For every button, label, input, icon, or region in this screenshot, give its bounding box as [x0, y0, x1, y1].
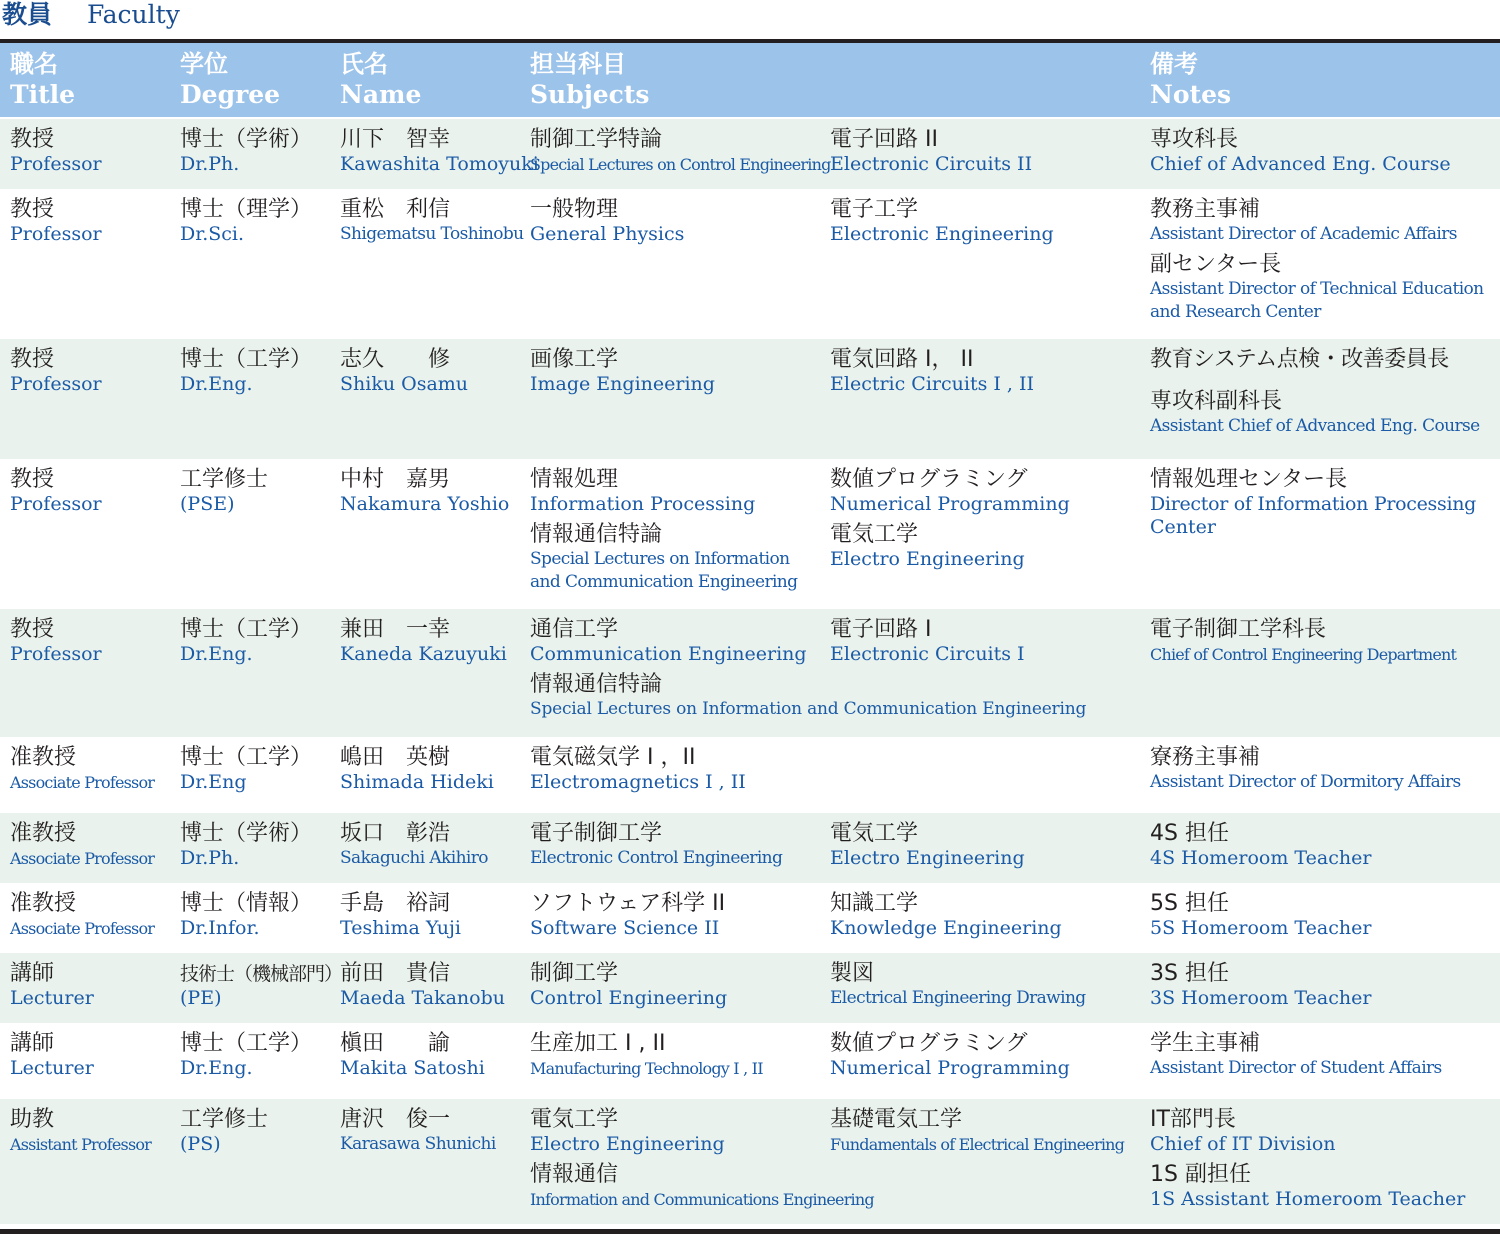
subject-en: Electro Engineering	[530, 1133, 725, 1155]
cell-subject-1	[530, 197, 830, 246]
subject-en: Information Processing	[530, 493, 756, 515]
degree-en: Dr.Eng.	[180, 1057, 253, 1079]
subject-ja: 電気工学	[830, 821, 919, 846]
name-ja: 重松 利信	[340, 197, 451, 222]
name-en: Karasawa Shunichi	[340, 1134, 496, 1154]
cell-subject-1	[530, 467, 830, 594]
notes-ja: 寮務主事補	[1150, 745, 1261, 770]
subject-ja: 数値プログラミング	[830, 1031, 1028, 1056]
cell-subject-1	[530, 1031, 830, 1080]
name-ja: 槇田 諭	[340, 1031, 451, 1056]
subject-en: Knowledge Engineering	[830, 917, 1062, 939]
table-row	[0, 339, 1500, 459]
cell-name	[340, 1031, 525, 1080]
table-row	[0, 813, 1500, 883]
degree-ja: 博士（学術）	[180, 821, 313, 846]
cell-degree	[180, 821, 335, 870]
subject-ja: 制御工学特論	[530, 127, 663, 152]
title-ja: 教授	[10, 467, 55, 492]
subject-ja: 情報通信特論	[530, 522, 663, 547]
title-en: Associate Professor	[10, 919, 155, 938]
header-title-ja: 職名	[10, 50, 58, 78]
page-heading	[0, 0, 1500, 43]
header-name-ja: 氏名	[340, 50, 388, 78]
cell-degree	[180, 127, 335, 176]
subject-ja: 電気磁気学 I ，II	[530, 745, 696, 770]
table-row	[0, 1023, 1500, 1099]
name-ja: 川下 智幸	[340, 127, 451, 152]
notes-ja: 4S 担任	[1150, 821, 1229, 846]
header-degree-ja: 学位	[180, 50, 228, 78]
title-ja: 准教授	[10, 891, 77, 916]
title-en: Professor	[10, 153, 102, 175]
subject-ja: 電子制御工学	[530, 821, 663, 846]
cell-subject-2	[830, 821, 1145, 870]
cell-subject-1	[530, 961, 830, 1010]
name-ja: 嶋田 英樹	[340, 745, 451, 770]
subject-ja: 情報処理	[530, 467, 619, 492]
degree-ja: 博士（情報）	[180, 891, 313, 916]
cell-degree	[180, 347, 335, 396]
cell-degree	[180, 961, 343, 1010]
cell-degree	[180, 1031, 335, 1080]
cell-notes	[1150, 1107, 1500, 1211]
notes-ja: 専攻科長	[1150, 127, 1239, 152]
notes-ja: 5S 担任	[1150, 891, 1229, 916]
name-ja: 唐沢 俊一	[340, 1107, 451, 1132]
degree-ja: 博士（学術）	[180, 127, 313, 152]
subject-ja: 画像工学	[530, 347, 619, 372]
subject-en: Fundamentals of Electrical Engineering	[830, 1135, 1125, 1154]
cell-subject-2	[830, 467, 1145, 571]
cell-subject-1	[530, 1107, 874, 1211]
degree-en: Dr.Infor.	[180, 917, 260, 939]
notes-ja: IT部門長	[1150, 1107, 1236, 1132]
name-en: Maeda Takanobu	[340, 987, 505, 1009]
cell-name	[340, 347, 525, 396]
title-en: Assistant Professor	[10, 1135, 152, 1154]
cell-name	[340, 961, 525, 1010]
degree-en: (PSE)	[180, 493, 235, 515]
notes-en: 4S Homeroom Teacher	[1150, 847, 1372, 869]
table-row	[0, 609, 1500, 737]
title-ja: 教授	[10, 347, 55, 372]
cell-name	[340, 127, 539, 176]
subject-ja: 電気回路 I， II	[830, 347, 974, 372]
title-en: Associate Professor	[10, 773, 155, 792]
cell-notes	[1150, 197, 1500, 324]
subject-ja: 制御工学	[530, 961, 619, 986]
degree-ja: 博士（工学）	[180, 1031, 313, 1056]
cell-notes	[1150, 891, 1500, 940]
header-subjects	[530, 49, 830, 111]
header-subjects-ja: 担当科目	[530, 50, 626, 78]
degree-ja: 博士（工学）	[180, 617, 313, 642]
cell-subject-1	[530, 821, 830, 870]
name-ja: 兼田 一幸	[340, 617, 451, 642]
cell-degree	[180, 891, 335, 940]
name-en: Shigematsu Toshinobu	[340, 224, 524, 244]
title-en: Associate Professor	[10, 849, 155, 868]
cell-title	[10, 821, 175, 870]
table-row	[0, 953, 1500, 1023]
degree-en: (PS)	[180, 1133, 221, 1155]
table-row	[0, 189, 1500, 339]
cell-degree	[180, 745, 335, 794]
subject-en: Image Engineering	[530, 373, 715, 395]
notes-ja: 教育システム点検・改善委員長	[1150, 347, 1449, 372]
degree-en: Dr.Sci.	[180, 223, 245, 245]
header-subjects-en: Subjects	[530, 80, 650, 109]
cell-degree	[180, 1107, 335, 1156]
cell-notes	[1150, 745, 1500, 794]
header-notes-ja: 備考	[1150, 50, 1198, 78]
degree-en: Dr.Eng.	[180, 643, 253, 665]
name-en: Sakaguchi Akihiro	[340, 848, 488, 868]
cell-name	[340, 891, 525, 940]
cell-title	[10, 891, 175, 940]
cell-notes	[1150, 467, 1500, 539]
cell-notes	[1150, 821, 1500, 870]
title-en: Professor	[10, 223, 102, 245]
subject-en: Numerical Programming	[830, 493, 1070, 515]
notes-ja: 3S 担任	[1150, 961, 1229, 986]
cell-title	[10, 197, 175, 246]
degree-ja: 工学修士	[180, 1107, 269, 1132]
subject-ja: 一般物理	[530, 197, 619, 222]
cell-name	[340, 467, 525, 516]
cell-subject-2	[830, 127, 1145, 176]
cell-title	[10, 127, 175, 176]
table-row	[0, 459, 1500, 609]
subject-ja: 電子回路 I	[830, 617, 932, 642]
cell-title	[10, 1031, 175, 1080]
notes-en: Chief of IT Division	[1150, 1133, 1336, 1155]
header-degree	[180, 49, 335, 111]
title-ja: 助教	[10, 1107, 55, 1132]
cell-subject-2	[830, 347, 1145, 396]
heading-title-en: Faculty	[87, 0, 180, 29]
title-ja: 教授	[10, 127, 55, 152]
degree-en: Dr.Eng.	[180, 373, 253, 395]
subject-en: General Physics	[530, 223, 685, 245]
degree-en: Dr.Eng	[180, 771, 247, 793]
name-ja: 中村 嘉男	[340, 467, 451, 492]
notes-en: Center	[1150, 516, 1216, 538]
cell-name	[340, 745, 525, 794]
cell-subject-2	[830, 617, 1145, 666]
title-ja: 講師	[10, 961, 55, 986]
notes-ja: 電子制御工学科長	[1150, 617, 1327, 642]
subject-ja: 数値プログラミング	[830, 467, 1028, 492]
title-ja: 准教授	[10, 745, 77, 770]
notes-ja: 1S 副担任	[1150, 1162, 1251, 1187]
cell-title	[10, 1107, 175, 1156]
title-ja: 講師	[10, 1031, 55, 1056]
subject-ja: ソフトウェア科学 II	[530, 891, 726, 916]
subject-ja: 通信工学	[530, 617, 619, 642]
subject-ja: 基礎電気工学	[830, 1107, 963, 1132]
table-row	[0, 883, 1500, 953]
degree-en: Dr.Ph.	[180, 153, 240, 175]
cell-name	[340, 821, 525, 870]
header-title	[10, 49, 175, 111]
degree-ja: 工学修士	[180, 467, 269, 492]
subject-en: Electro Engineering	[830, 847, 1025, 869]
name-en: Kawashita Tomoyuki	[340, 153, 539, 175]
header-notes	[1150, 49, 1500, 111]
cell-subject-1	[530, 891, 830, 940]
notes-en: Chief of Advanced Eng. Course	[1150, 153, 1451, 175]
subject-en: Electronic Circuits II	[830, 153, 1033, 175]
notes-ja: 学生主事補	[1150, 1031, 1261, 1056]
title-en: Professor	[10, 373, 102, 395]
name-ja: 手島 裕詞	[340, 891, 451, 916]
subject-ja: 生産加工 I , II	[530, 1031, 666, 1056]
subject-en: and Communication Engineering	[530, 572, 798, 592]
degree-en: (PE)	[180, 987, 222, 1009]
subject-en: Special Lectures on Information and Communication Engineering	[530, 699, 1087, 719]
cell-subject-1	[530, 127, 830, 176]
name-ja: 坂口 彰浩	[340, 821, 451, 846]
notes-en: Assistant Chief of Advanced Eng. Course	[1150, 416, 1480, 436]
subject-ja: 製図	[830, 961, 875, 986]
notes-en: and Research Center	[1150, 302, 1321, 322]
title-en: Lecturer	[10, 987, 94, 1009]
degree-ja: 博士（工学）	[180, 745, 313, 770]
notes-en: Assistant Director of Dormitory Affairs	[1150, 772, 1461, 792]
header-name	[340, 49, 525, 111]
cell-name	[340, 197, 525, 246]
cell-notes	[1150, 961, 1500, 1010]
name-ja: 志久 修	[340, 347, 451, 372]
notes-ja: 情報処理センター長	[1150, 467, 1348, 492]
cell-subject-2	[830, 961, 1145, 1010]
subject-ja: 知識工学	[830, 891, 919, 916]
header-notes-en: Notes	[1150, 80, 1232, 109]
degree-ja: 博士（理学）	[180, 197, 313, 222]
subject-en: Electronic Circuits I	[830, 643, 1025, 665]
cell-degree	[180, 197, 335, 246]
header-name-en: Name	[340, 80, 422, 109]
name-en: Nakamura Yoshio	[340, 493, 510, 515]
cell-name	[340, 617, 525, 666]
subject-en: Software Science II	[530, 917, 720, 939]
subject-en: Electronic Engineering	[830, 223, 1054, 245]
subject-ja: 電子回路 II	[830, 127, 938, 152]
cell-subject-2	[830, 1107, 1145, 1156]
title-ja: 教授	[10, 617, 55, 642]
table-row	[0, 737, 1500, 813]
subject-en: Communication Engineering	[530, 643, 807, 665]
notes-en: Assistant Director of Student Affairs	[1150, 1058, 1442, 1078]
cell-degree	[180, 467, 335, 516]
table-row	[0, 1099, 1500, 1224]
cell-notes	[1150, 127, 1500, 176]
title-en: Professor	[10, 643, 102, 665]
subject-en: Control Engineering	[530, 987, 728, 1009]
table-row	[0, 119, 1500, 189]
cell-notes	[1150, 617, 1500, 666]
notes-en: 1S Assistant Homeroom Teacher	[1150, 1188, 1466, 1210]
subject-ja: 電気工学	[830, 522, 919, 547]
subject-ja: 情報通信特論	[530, 672, 663, 697]
name-en: Kaneda Kazuyuki	[340, 643, 507, 665]
cell-title	[10, 467, 175, 516]
cell-subject-1	[530, 347, 830, 396]
subject-en: Information and Communications Engineering	[530, 1190, 874, 1209]
subject-en: Special Lectures on Information	[530, 549, 790, 569]
name-en: Makita Satoshi	[340, 1057, 485, 1079]
subject-ja: 電子工学	[830, 197, 919, 222]
subject-ja: 情報通信	[530, 1162, 619, 1187]
cell-title	[10, 617, 175, 666]
degree-ja: 博士（工学）	[180, 347, 313, 372]
notes-en: Chief of Control Engineering Department	[1150, 645, 1457, 664]
degree-en: Dr.Ph.	[180, 847, 240, 869]
notes-ja: 教務主事補	[1150, 197, 1261, 222]
subject-en: Electrical Engineering Drawing	[830, 988, 1086, 1008]
subject-ja: 電気工学	[530, 1107, 619, 1132]
subject-en: Electromagnetics I , II	[530, 771, 746, 793]
subject-en: Electric Circuits I , II	[830, 373, 1035, 395]
title-en: Lecturer	[10, 1057, 94, 1079]
cell-title	[10, 961, 175, 1010]
cell-notes	[1150, 347, 1500, 438]
cell-subject-2	[830, 197, 1145, 246]
cell-subject-2	[830, 891, 1145, 940]
cell-title	[10, 745, 175, 794]
name-en: Shimada Hideki	[340, 771, 494, 793]
notes-ja: 副センター長	[1150, 252, 1282, 277]
degree-ja: 技術士（機械部門）	[180, 963, 343, 985]
header-title-en: Title	[10, 80, 76, 109]
notes-en: Assistant Director of Technical Education	[1150, 279, 1484, 299]
notes-en: Assistant Director of Academic Affairs	[1150, 224, 1457, 244]
subject-en: Numerical Programming	[830, 1057, 1070, 1079]
notes-en: 3S Homeroom Teacher	[1150, 987, 1372, 1009]
title-ja: 教授	[10, 197, 55, 222]
cell-name	[340, 1107, 525, 1156]
name-ja: 前田 貴信	[340, 961, 451, 986]
title-ja: 准教授	[10, 821, 77, 846]
cell-subject-2	[830, 1031, 1145, 1080]
subject-en: Manufacturing Technology I , II	[530, 1059, 763, 1078]
notes-en: Director of Information Processing	[1150, 493, 1477, 515]
cell-subject-1	[530, 745, 830, 794]
notes-en: 5S Homeroom Teacher	[1150, 917, 1372, 939]
bottom-rule	[0, 1229, 1500, 1234]
name-en: Shiku Osamu	[340, 373, 469, 395]
subject-en: Electronic Control Engineering	[530, 848, 783, 868]
name-en: Teshima Yuji	[340, 917, 461, 939]
header-degree-en: Degree	[180, 80, 281, 109]
cell-degree	[180, 617, 335, 666]
heading-title-ja: 教員	[2, 0, 53, 29]
notes-ja: 専攻科副科長	[1150, 389, 1283, 414]
subject-en: Electro Engineering	[830, 548, 1025, 570]
cell-title	[10, 347, 175, 396]
table-header	[0, 43, 1500, 119]
title-en: Professor	[10, 493, 102, 515]
cell-notes	[1150, 1031, 1500, 1080]
subject-en: Special Lectures on Control Engineering	[530, 155, 831, 174]
